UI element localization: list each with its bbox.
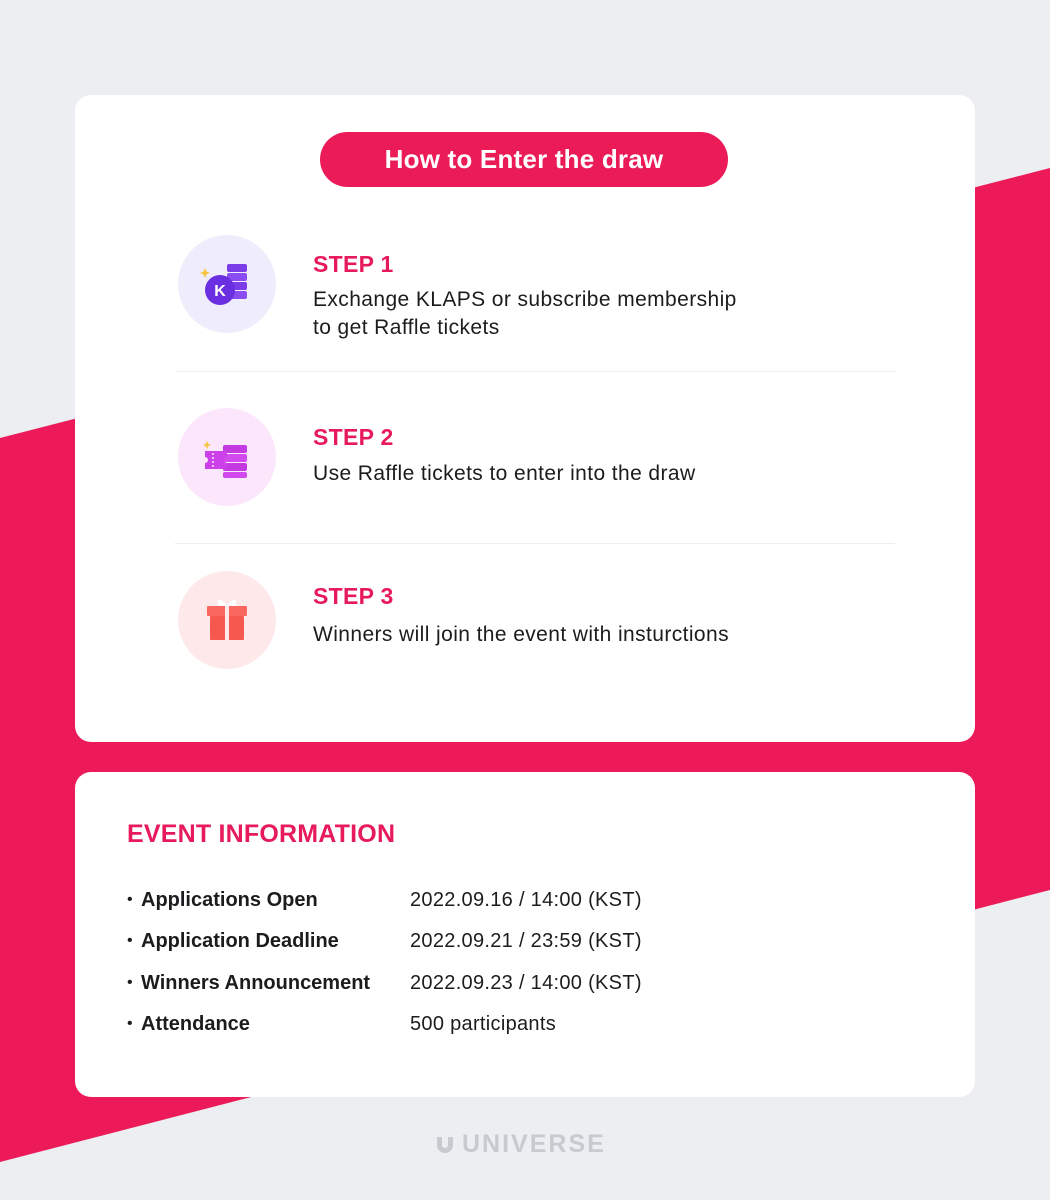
step-divider [175, 371, 895, 372]
event-information-title: EVENT INFORMATION [127, 820, 396, 848]
info-label: Winners Announcement [141, 972, 371, 994]
info-label: Attendance [141, 1013, 250, 1035]
gift-box-icon [178, 571, 276, 669]
step-divider [175, 543, 895, 544]
event-information-card [75, 772, 975, 1097]
step-2-title: STEP 2 [313, 424, 394, 450]
bullet: • [127, 932, 133, 949]
step-3 [175, 571, 895, 671]
step-2 [175, 408, 895, 508]
step-2-description [313, 460, 873, 488]
info-row [127, 926, 887, 956]
info-value: 2022.09.16 / 14:00 (KST) [410, 889, 642, 911]
step-3-line-1: Winners will join the event with insturctions [313, 623, 729, 646]
info-value: 2022.09.23 / 14:00 (KST) [410, 972, 642, 994]
universe-logo-icon [435, 1133, 455, 1155]
info-row [127, 968, 887, 998]
step-1-line-2: to get Raffle tickets [313, 316, 500, 339]
klaps-coin-icon [178, 235, 276, 333]
step-3-description [313, 621, 873, 649]
coin-letter: K [214, 283, 226, 300]
bullet: • [127, 974, 133, 991]
step-1-title: STEP 1 [313, 251, 394, 277]
how-to-enter-heading: How to Enter the draw [320, 132, 728, 187]
universe-logo [435, 1128, 606, 1160]
step-1-description [313, 286, 873, 342]
step-2-line-1: Use Raffle tickets to enter into the draw [313, 462, 696, 485]
bullet: • [127, 1015, 133, 1032]
step-3-title: STEP 3 [313, 583, 394, 609]
info-label: Applications Open [141, 889, 318, 911]
info-value: 500 participants [410, 1013, 557, 1035]
info-value: 2022.09.21 / 23:59 (KST) [410, 930, 642, 952]
info-row [127, 1009, 887, 1039]
brand-name: UNIVERSE [462, 1129, 606, 1158]
how-to-enter-card [75, 95, 975, 742]
info-label: Application Deadline [141, 930, 339, 952]
bullet: • [127, 891, 133, 908]
step-1 [175, 235, 895, 375]
info-row [127, 885, 887, 915]
step-1-line-1: Exchange KLAPS or subscribe membership [313, 288, 737, 311]
raffle-ticket-icon [178, 408, 276, 506]
